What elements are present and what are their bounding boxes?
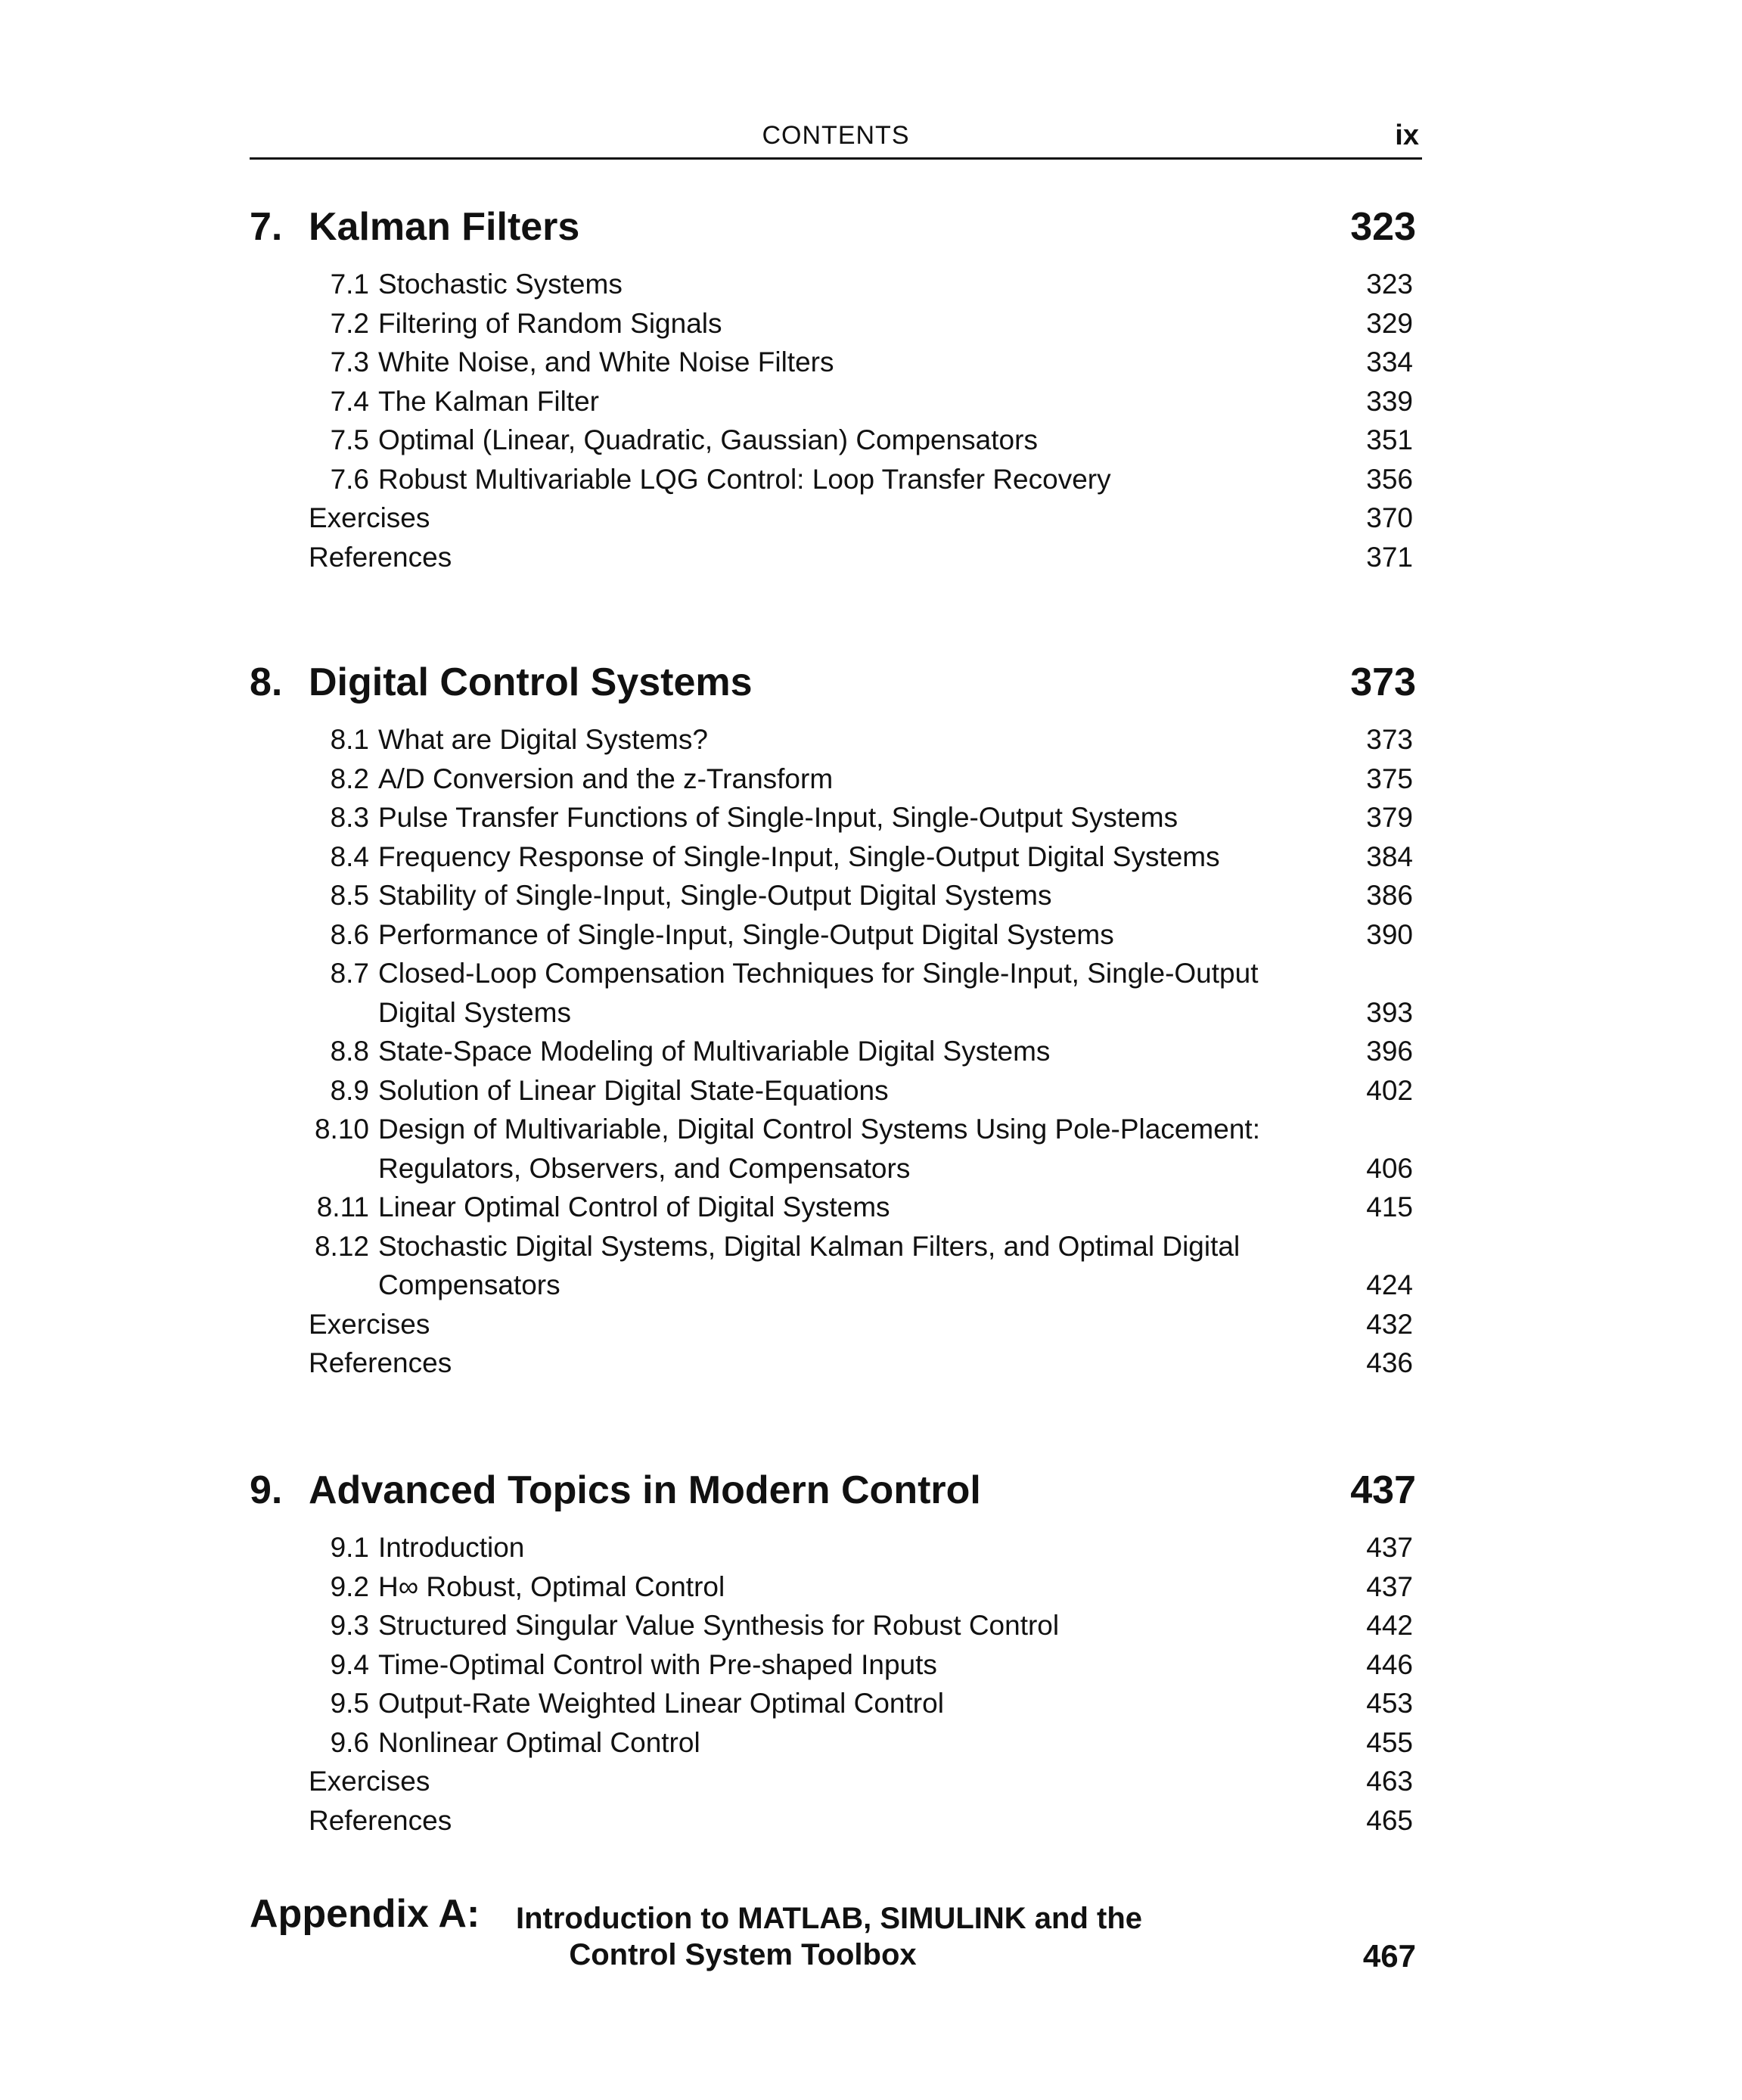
section-page: 323 (1366, 269, 1413, 300)
appendix-a (250, 1891, 1424, 1974)
section-title: Introduction (378, 1532, 525, 1563)
running-title: CONTENTS (762, 121, 910, 150)
section-page: 384 (1366, 840, 1413, 872)
toc-entry (250, 1110, 1424, 1188)
section-number: 7.4 (330, 385, 369, 417)
section-title: Filtering of Random Signals (378, 307, 722, 339)
section-list (250, 265, 1424, 576)
exercises-title: Exercises (309, 502, 430, 533)
exercises-page: 370 (1366, 502, 1413, 533)
section-page: 396 (1366, 1036, 1413, 1067)
section-page: 424 (1366, 1269, 1413, 1300)
section-title: Stability of Single-Input, Single-Output Digital Systems (378, 880, 1052, 911)
exercises-title: Exercises (309, 1766, 430, 1797)
toc-entry-exercises (250, 499, 1424, 538)
section-page: 351 (1366, 424, 1413, 455)
section-page: 356 (1366, 463, 1413, 495)
section-number: 9.5 (330, 1688, 369, 1719)
section-title: Nonlinear Optimal Control (378, 1726, 700, 1758)
section-title: A/D Conversion and the z-Transform (378, 763, 834, 794)
section-page: 446 (1366, 1648, 1413, 1680)
toc-entry (250, 954, 1424, 1032)
chapter-8 (250, 660, 1424, 1383)
section-page: 334 (1366, 346, 1413, 377)
section-number: 8.12 (314, 1230, 369, 1262)
exercises-page: 432 (1366, 1308, 1413, 1340)
section-title: H∞ Robust, Optimal Control (378, 1570, 725, 1602)
section-page: 415 (1366, 1191, 1413, 1222)
page-folio: ix (1395, 120, 1419, 151)
section-number: 7.3 (330, 346, 369, 377)
toc-entry (250, 837, 1424, 877)
chapter-title: Kalman Filters (309, 205, 580, 249)
section-page: 437 (1366, 1532, 1413, 1563)
section-number: 7.1 (330, 269, 369, 300)
section-title: Time-Optimal Control with Pre-shaped Inputs (378, 1648, 937, 1680)
section-number: 8.4 (330, 840, 369, 872)
section-title: Output-Rate Weighted Linear Optimal Control (378, 1688, 944, 1719)
section-title: Frequency Response of Single-Input, Single-Output Digital Systems (378, 840, 1220, 872)
section-number: 9.4 (330, 1648, 369, 1680)
chapter-page: 437 (1350, 1468, 1416, 1512)
toc-entry (250, 1606, 1424, 1645)
section-title: Linear Optimal Control of Digital Systems (378, 1191, 890, 1222)
toc-entry (250, 915, 1424, 955)
toc-entry (250, 460, 1424, 499)
appendix-title-line2: Control System Toolbox (569, 1938, 917, 1971)
section-title: Performance of Single-Input, Single-Output Digital Systems (378, 918, 1114, 950)
section-page: 329 (1366, 307, 1413, 339)
references-title: References (309, 1804, 452, 1836)
section-page: 373 (1366, 724, 1413, 755)
toc-entry (250, 798, 1424, 837)
section-number: 8.5 (330, 880, 369, 911)
section-number: 9.2 (330, 1570, 369, 1602)
chapter-heading (250, 1468, 1424, 1528)
toc-entry-references (250, 1344, 1424, 1383)
toc-entry-references (250, 538, 1424, 577)
toc-entry (250, 1528, 1424, 1567)
section-page: 455 (1366, 1726, 1413, 1758)
exercises-page: 463 (1366, 1766, 1413, 1797)
toc-entry (250, 1645, 1424, 1685)
chapter-9 (250, 1468, 1424, 1840)
section-number: 8.9 (330, 1074, 369, 1106)
chapter-heading (250, 660, 1424, 720)
toc-entry (250, 382, 1424, 421)
section-title: What are Digital Systems? (378, 724, 708, 755)
section-title: The Kalman Filter (378, 385, 599, 417)
section-page: 386 (1366, 880, 1413, 911)
toc-entry-references (250, 1801, 1424, 1841)
section-number: 8.10 (314, 1114, 369, 1145)
section-page: 442 (1366, 1610, 1413, 1641)
section-number: 8.1 (330, 724, 369, 755)
section-page: 339 (1366, 385, 1413, 417)
toc-entry (250, 1071, 1424, 1111)
toc-entry (250, 304, 1424, 343)
toc-entry-exercises (250, 1762, 1424, 1801)
section-list (250, 1528, 1424, 1840)
section-page: 379 (1366, 802, 1413, 833)
section-title: Closed-Loop Compensation Techniques for Single-Input, Single-Output Digital Systems (378, 958, 1259, 1028)
section-number: 7.5 (330, 424, 369, 455)
section-title: State-Space Modeling of Multivariable Digital Systems (378, 1036, 1051, 1067)
section-number: 7.6 (330, 463, 369, 495)
section-number: 8.11 (316, 1191, 369, 1222)
chapter-title: Advanced Topics in Modern Control (309, 1468, 981, 1512)
section-title: Optimal (Linear, Quadratic, Gaussian) Compensators (378, 424, 1038, 455)
chapter-number: 8. (250, 660, 283, 704)
toc-entry (250, 1188, 1424, 1227)
references-page: 371 (1366, 541, 1413, 573)
toc-entry (250, 720, 1424, 760)
section-number: 8.7 (330, 958, 369, 989)
appendix-label: Appendix A: (250, 1892, 480, 1936)
appendix-page: 467 (1362, 1938, 1416, 1974)
chapter-page: 323 (1350, 205, 1416, 249)
section-title: Stochastic Digital Systems, Digital Kalman Filters, and Optimal Digital Compensators (378, 1230, 1241, 1300)
section-number: 9.1 (330, 1532, 369, 1563)
section-number: 8.6 (330, 918, 369, 950)
chapter-heading (250, 204, 1424, 265)
section-title: Design of Multivariable, Digital Control Systems Using Pole-Placement: Regulators, Observers, and Compensators (378, 1114, 1260, 1184)
toc-entry (250, 265, 1424, 304)
section-number: 9.3 (330, 1610, 369, 1641)
chapter-number: 7. (250, 205, 283, 249)
section-number: 9.6 (330, 1726, 369, 1758)
section-number: 8.3 (330, 802, 369, 833)
chapter-title: Digital Control Systems (309, 660, 753, 704)
section-number: 8.2 (330, 763, 369, 794)
chapter-page: 373 (1350, 660, 1416, 704)
toc-entry (250, 1684, 1424, 1723)
section-page: 453 (1366, 1688, 1413, 1719)
appendix-title-line1: Introduction to MATLAB, SIMULINK and the (516, 1902, 1143, 1935)
section-page: 406 (1366, 1152, 1413, 1184)
toc-entry (250, 343, 1424, 382)
toc-entry (250, 421, 1424, 460)
references-page: 436 (1366, 1347, 1413, 1378)
exercises-title: Exercises (309, 1308, 430, 1340)
section-title: Pulse Transfer Functions of Single-Input, Single-Output Systems (378, 802, 1178, 833)
toc-entry (250, 1567, 1424, 1607)
toc-entry (250, 1227, 1424, 1305)
references-page: 465 (1366, 1804, 1413, 1836)
chapter-number: 9. (250, 1468, 283, 1512)
section-title: Robust Multivariable LQG Control: Loop Transfer Recovery (378, 463, 1111, 495)
toc-entry (250, 760, 1424, 799)
references-title: References (309, 541, 452, 573)
toc-entry-exercises (250, 1305, 1424, 1344)
running-header (250, 120, 1422, 160)
chapter-7 (250, 204, 1424, 576)
section-page: 375 (1366, 763, 1413, 794)
section-page: 437 (1366, 1570, 1413, 1602)
section-list (250, 720, 1424, 1383)
section-number: 8.8 (330, 1036, 369, 1067)
section-page: 390 (1366, 918, 1413, 950)
section-number: 7.2 (330, 307, 369, 339)
toc-entry (250, 1723, 1424, 1763)
section-title: Solution of Linear Digital State-Equations (378, 1074, 889, 1106)
section-title: Structured Singular Value Synthesis for Robust Control (378, 1610, 1060, 1641)
references-title: References (309, 1347, 452, 1378)
section-title: Stochastic Systems (378, 269, 623, 300)
toc-entry (250, 876, 1424, 915)
section-page: 402 (1366, 1074, 1413, 1106)
toc-entry (250, 1032, 1424, 1071)
section-title: White Noise, and White Noise Filters (378, 346, 834, 377)
section-page: 393 (1366, 996, 1413, 1028)
